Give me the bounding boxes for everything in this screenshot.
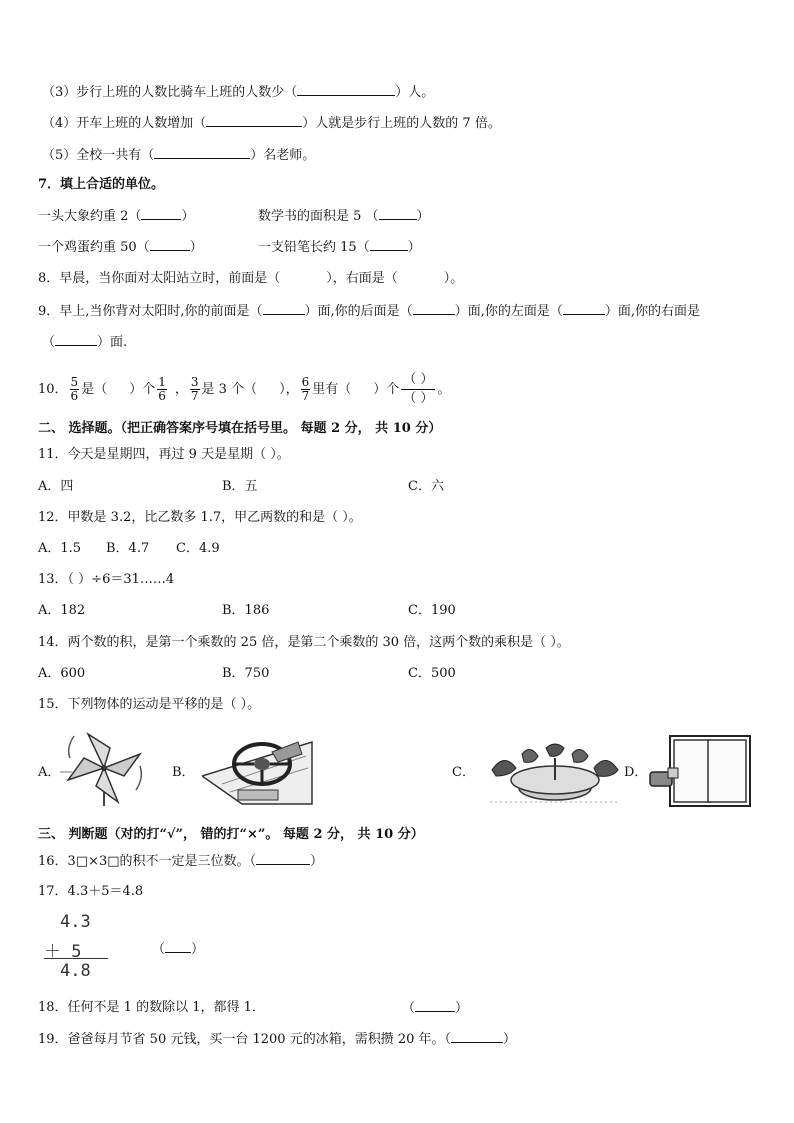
vertical-calc-top: 4.3 — [60, 912, 91, 932]
fraction-denominator: 7 — [190, 389, 199, 403]
q12-option-a[interactable]: A．1.5 — [38, 541, 82, 556]
q6-item-3 — [42, 83, 434, 102]
q9-text-d: ）面,你的右面是 — [604, 304, 700, 319]
q7-c-close: ） — [189, 240, 203, 255]
q10-text-4: ）， — [279, 382, 299, 397]
q10-text-6: ）个 — [373, 382, 400, 397]
q15-option-b[interactable]: B． — [172, 765, 195, 780]
q14-stem: 14．两个数的积，是第一个乘数的 25 倍，是第二个乘数的 30 倍，这两个数的乘积是（ ）。 — [38, 635, 570, 650]
answer-blank[interactable] — [55, 333, 97, 346]
q18-paren-open: （ — [402, 1001, 416, 1016]
q14-option-a[interactable]: A．600 — [38, 666, 86, 681]
q11-option-a[interactable]: A．四 — [38, 479, 74, 494]
q10-text-1: 是（ — [81, 382, 108, 397]
fraction-numerator: 5 — [70, 375, 79, 389]
q8 — [38, 270, 463, 288]
q13-option-b[interactable]: B．186 — [222, 603, 270, 618]
q11-option-b[interactable]: B．五 — [222, 479, 258, 494]
q6-item-5 — [42, 146, 315, 165]
q16-text: 16．3□×3□的积不一定是三位数。（ — [38, 854, 257, 869]
q6-item-3-text: （3）步行上班的人数比骑车上班的人数少（ — [42, 85, 298, 100]
answer-blank[interactable] — [256, 852, 310, 865]
steering-wheel-icon — [202, 734, 314, 806]
q17-answer — [152, 940, 204, 959]
sliding-window-icon — [648, 732, 752, 808]
section-3-title: 三、 判断题（对的打“√”， 错的打“×”。 每题 2 分， 共 10 分） — [38, 827, 424, 842]
q6-item-4 — [42, 114, 501, 133]
q9-text-e: （ — [42, 335, 56, 350]
q13-option-a[interactable]: A．182 — [38, 603, 86, 618]
q17-paren-close: ） — [191, 942, 205, 957]
q15-option-a[interactable]: A． — [38, 765, 61, 780]
q11-stem: 11．今天是星期四，再过 9 天是星期（ ）。 — [38, 447, 290, 462]
pinwheel-icon — [58, 728, 150, 808]
fraction-blank[interactable] — [401, 371, 435, 408]
q10-text-2: ）个 — [129, 382, 156, 397]
q15-option-d[interactable]: D． — [624, 765, 648, 780]
q18-paren-close: ） — [455, 1001, 469, 1016]
q7-title: 7．填上合适的单位。 — [38, 177, 165, 192]
answer-blank[interactable] — [154, 146, 250, 159]
q10-text-5: 里有（ — [312, 382, 352, 397]
fraction-numerator: 1 — [158, 375, 166, 389]
q17-paren-open: （ — [152, 942, 166, 957]
q8-text-3: ）。 — [443, 271, 464, 286]
q7-c — [38, 238, 203, 257]
q9-text-f: ）面. — [97, 335, 128, 350]
q7-b-close: ） — [416, 209, 430, 224]
q19-close: ） — [503, 1032, 517, 1047]
answer-blank[interactable] — [165, 940, 191, 953]
q10-number: 10． — [38, 382, 68, 397]
fraction-blank-numerator[interactable]: （ ） — [401, 371, 435, 390]
fraction-numerator: 3 — [190, 375, 199, 389]
q7-d-text: 一支铅笔长约 15（ — [258, 240, 370, 255]
section-2-title: 二、 选择题。（把正确答案序号填在括号里。 每题 2 分， 共 10 分） — [38, 421, 442, 436]
fraction-6-7 — [301, 376, 311, 403]
q7-b-text: 数学书的面积是 5 （ — [258, 209, 379, 224]
answer-blank[interactable] — [451, 1030, 503, 1043]
fraction-5-6 — [70, 376, 80, 403]
vertical-calc-middle: ＋ 5 — [44, 942, 82, 962]
answer-blank[interactable] — [563, 302, 605, 315]
fraction-blank-denominator[interactable]: （ ） — [403, 391, 434, 406]
q10: 10． $\frac{5}{6}$ 是（ ）个 $\frac{1}{6}$ ， $\frac{3}{7}$ 是 3 个（ ）， $\frac{6}{7}$ 里有（ ）个 $\frac{( )}{( )}$ 。 — [38, 372, 451, 406]
q6-item-3-tail: ）人。 — [395, 85, 435, 100]
answer-blank[interactable] — [415, 999, 455, 1012]
q17-stem: 17．4.3＋5＝4.8 — [38, 884, 144, 899]
q7-a-close: ） — [181, 209, 195, 224]
q7-a — [38, 207, 194, 226]
q14-option-c[interactable]: C．500 — [408, 666, 456, 681]
answer-blank[interactable] — [206, 114, 302, 127]
q9-text-b: ）面,你的后面是（ — [304, 304, 413, 319]
answer-blank[interactable] — [141, 207, 181, 220]
q10-end: 。 — [437, 382, 451, 397]
answer-blank[interactable] — [370, 238, 408, 251]
q15-stem: 15．下列物体的运动是平移的是（ ）。 — [38, 697, 261, 712]
q18-answer — [402, 999, 468, 1018]
q16-close: ） — [310, 854, 324, 869]
q13-stem: 13．（ ）÷6＝31……4 — [38, 572, 175, 587]
q12-option-c[interactable]: C．4.9 — [176, 541, 220, 556]
q8-text-2: ），右面是（ — [326, 271, 398, 286]
fraction-denominator: 7 — [301, 389, 310, 403]
fraction-denominator: 6 — [158, 389, 166, 403]
q8-text-1: 8．早晨，当你面对太阳站立时，前面是（ — [38, 271, 281, 286]
q11-option-c[interactable]: C．六 — [408, 479, 444, 494]
q18-stem: 18．任何不是 1 的数除以 1，都得 1． — [38, 1000, 265, 1015]
q15-option-c[interactable]: C． — [452, 765, 475, 780]
answer-blank[interactable] — [297, 83, 395, 96]
carousel-icon — [480, 740, 630, 806]
q6-item-5-text: （5）全校一共有（ — [42, 148, 155, 163]
q6-item-5-tail: ）名老师。 — [250, 148, 316, 163]
q9-line-1 — [38, 302, 700, 321]
q16 — [38, 852, 323, 871]
q10-text-3: 是 3 个（ — [201, 382, 258, 397]
q12-option-b[interactable]: B．4.7 — [106, 541, 150, 556]
q14-option-b[interactable]: B．750 — [222, 666, 270, 681]
q7-a-text: 一头大象约重 2（ — [38, 209, 142, 224]
q7-d-close: ） — [407, 240, 421, 255]
q7-d — [258, 238, 421, 257]
fraction-3-7 — [190, 376, 200, 403]
q9-text-c: ）面,你的左面是（ — [454, 304, 563, 319]
vertical-calc-rule — [44, 958, 108, 959]
fraction-1-6 — [157, 376, 167, 403]
answer-blank[interactable] — [263, 302, 305, 315]
answer-blank[interactable] — [150, 238, 190, 251]
fraction-numerator: 6 — [301, 375, 310, 389]
q6-item-4-text: （4）开车上班的人数增加（ — [42, 116, 207, 131]
fraction-denominator: 6 — [70, 389, 79, 403]
q7-c-text: 一个鸡蛋约重 50（ — [38, 240, 150, 255]
q7-b — [258, 207, 430, 226]
vertical-calc-result: 4.8 — [60, 961, 91, 981]
q12-stem: 12．甲数是 3.2，比乙数多 1.7，甲乙两数的和是（ ）。 — [38, 510, 362, 525]
q6-item-4-tail: ）人就是步行上班的人数的 7 倍。 — [302, 116, 501, 131]
q19 — [38, 1030, 516, 1049]
q9-text-a: 9．早上,当你背对太阳时,你的前面是（ — [38, 304, 263, 319]
answer-blank[interactable] — [379, 207, 417, 220]
answer-blank[interactable] — [413, 302, 455, 315]
q13-option-c[interactable]: C．190 — [408, 603, 456, 618]
q9-line-2 — [42, 333, 127, 352]
q19-text: 19．爸爸每月节省 50 元钱，买一台 1200 元的冰箱，需积攒 20 年。（ — [38, 1032, 452, 1047]
